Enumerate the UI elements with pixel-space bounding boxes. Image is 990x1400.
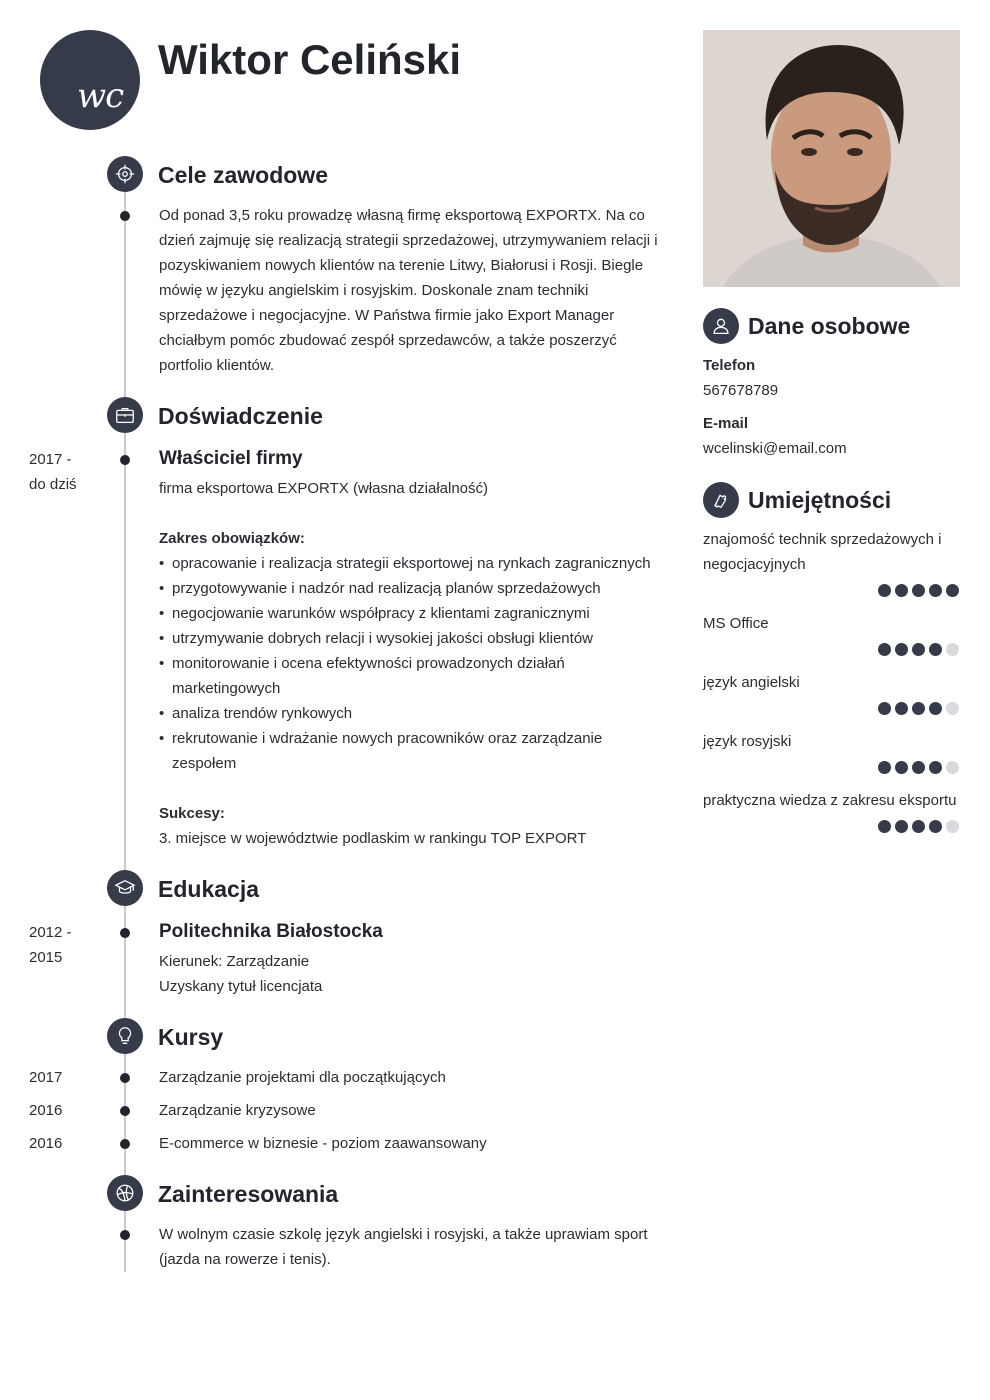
rating-dot: [946, 820, 959, 833]
rating-dot: [878, 761, 891, 774]
rating-dot: [878, 702, 891, 715]
list-item: • rekrutowanie i wdrażanie nowych pracowników oraz zarządzanie zespołem: [159, 726, 659, 776]
rating-dot: [929, 761, 942, 774]
rating-dot: [946, 702, 959, 715]
course-year: 2016: [29, 1102, 63, 1119]
timeline-dot: [120, 455, 130, 465]
interests-text: W wolnym czasie szkolę język angielski i rosyjski, a także uprawiam sport (jazda na rowerze i tenis).: [159, 1226, 648, 1268]
rating-dot: [895, 820, 908, 833]
company-name: firma eksportowa EXPORTX (własna działalność): [159, 480, 489, 497]
rating-dot: [878, 584, 891, 597]
skill-rating: [878, 584, 959, 597]
rating-dot: [929, 820, 942, 833]
graduation-cap-icon: [107, 870, 143, 906]
user-icon: [703, 308, 739, 344]
course-year: 2017: [29, 1069, 63, 1086]
timeline-dot: [120, 1230, 130, 1240]
course-year: 2016: [29, 1135, 63, 1152]
duties-list: [159, 551, 659, 776]
monogram-badge: [40, 30, 140, 130]
skill-rating: [878, 702, 959, 715]
rating-dot: [946, 761, 959, 774]
skill-name: znajomość technik sprzedażowych i negocjacyjnych: [703, 531, 942, 573]
section-title-personal: Dane osobowe: [748, 313, 911, 339]
lightbulb-icon: [107, 1018, 143, 1054]
skill-name: język rosyjski: [703, 733, 792, 750]
rating-dot: [912, 761, 925, 774]
list-item: • opracowanie i realizacja strategii eksportowej na rynkach zagranicznych: [159, 551, 659, 576]
rating-dot: [929, 584, 942, 597]
rating-dot: [912, 584, 925, 597]
puzzle-icon: [703, 482, 739, 518]
rating-dot: [878, 820, 891, 833]
person-name: Wiktor Celiński: [158, 36, 462, 83]
rating-dot: [878, 643, 891, 656]
success-text: 3. miejsce w województwie podlaskim w rankingu TOP EXPORT: [159, 830, 587, 847]
education-field: Kierunek: Zarządzanie: [159, 953, 310, 970]
skill-rating: [878, 761, 959, 774]
goals-text: Od ponad 3,5 roku prowadzę własną firmę eksportową EXPORTX. Na co dzień zajmuję się realizacją strategii sprzedażowej, utrzymywaniem relacji i pozyskiwaniem nowych klientów na terenie Litwy, Białorusi i Rosji. Biegle mówię w języku angielskim i rosyjskim. Doskonale znam techniki sprzedażowe i negocjacyjne. W Państwa firmie jako Export Manager chciałbym pomóc zbudować zespół sprzedawców, a także poszerzyć portfolio klientów.: [159, 207, 658, 374]
timeline-dot: [120, 1106, 130, 1116]
education-date: [29, 920, 72, 970]
date-start: 2012 -: [29, 924, 72, 941]
duties-label: Zakres obowiązków:: [159, 530, 305, 547]
success-label: Sukcesy:: [159, 805, 225, 822]
rating-dot: [912, 643, 925, 656]
section-title-experience: Doświadczenie: [158, 403, 323, 429]
date-end: 2015: [29, 949, 63, 966]
rating-dot: [895, 702, 908, 715]
course-name: E-commerce w biznesie - poziom zaawansowany: [159, 1135, 487, 1152]
course-name: Zarządzanie kryzysowe: [159, 1102, 316, 1119]
phone-label: Telefon: [703, 357, 756, 374]
date-end: do dziś: [29, 476, 77, 493]
skill-name: praktyczna wiedza z zakresu eksportu: [703, 792, 957, 809]
school-name: Politechnika Białostocka: [159, 921, 383, 942]
rating-dot: [946, 584, 959, 597]
date-start: 2017 -: [29, 451, 72, 468]
rating-dot: [895, 584, 908, 597]
list-item: • negocjowanie warunków współpracy z klientami zagranicznymi: [159, 601, 659, 626]
email-value: wcelinski@email.com: [703, 440, 847, 457]
list-item: • monitorowanie i ocena efektywności prowadzonych działań marketingowych: [159, 651, 659, 701]
monogram-text: wc: [77, 76, 124, 116]
timeline-dot: [120, 928, 130, 938]
phone-value: 567678789: [703, 382, 779, 399]
rating-dot: [929, 702, 942, 715]
email-label: E-mail: [703, 415, 749, 432]
job-title: Właściciel firmy: [159, 448, 303, 469]
section-title-education: Edukacja: [158, 876, 259, 902]
rating-dot: [946, 643, 959, 656]
basketball-icon: [107, 1175, 143, 1211]
profile-photo: [703, 30, 960, 287]
list-item: • analiza trendów rynkowych: [159, 701, 659, 726]
section-title-goals: Cele zawodowe: [158, 162, 328, 188]
briefcase-icon: [107, 397, 143, 433]
section-title-courses: Kursy: [158, 1024, 224, 1050]
course-name: Zarządzanie projektami dla początkujących: [159, 1069, 446, 1086]
rating-dot: [912, 820, 925, 833]
skill-name: język angielski: [703, 674, 800, 691]
rating-dot: [912, 702, 925, 715]
rating-dot: [895, 643, 908, 656]
timeline-dot: [120, 211, 130, 221]
rating-dot: [929, 643, 942, 656]
target-icon: [107, 156, 143, 192]
section-title-interests: Zainteresowania: [158, 1181, 339, 1207]
experience-date: [29, 447, 77, 497]
list-item: • przygotowywanie i nadzór nad realizacją planów sprzedażowych: [159, 576, 659, 601]
section-title-skills: Umiejętności: [748, 487, 892, 513]
rating-dot: [895, 761, 908, 774]
skill-name: MS Office: [703, 615, 769, 632]
list-item: • utrzymywanie dobrych relacji i wysokiej jakości obsługi klientów: [159, 626, 659, 651]
timeline-dot: [120, 1073, 130, 1083]
skill-rating: [878, 820, 959, 833]
timeline-dot: [120, 1139, 130, 1149]
skill-rating: [878, 643, 959, 656]
education-degree: Uzyskany tytuł licencjata: [159, 978, 323, 995]
